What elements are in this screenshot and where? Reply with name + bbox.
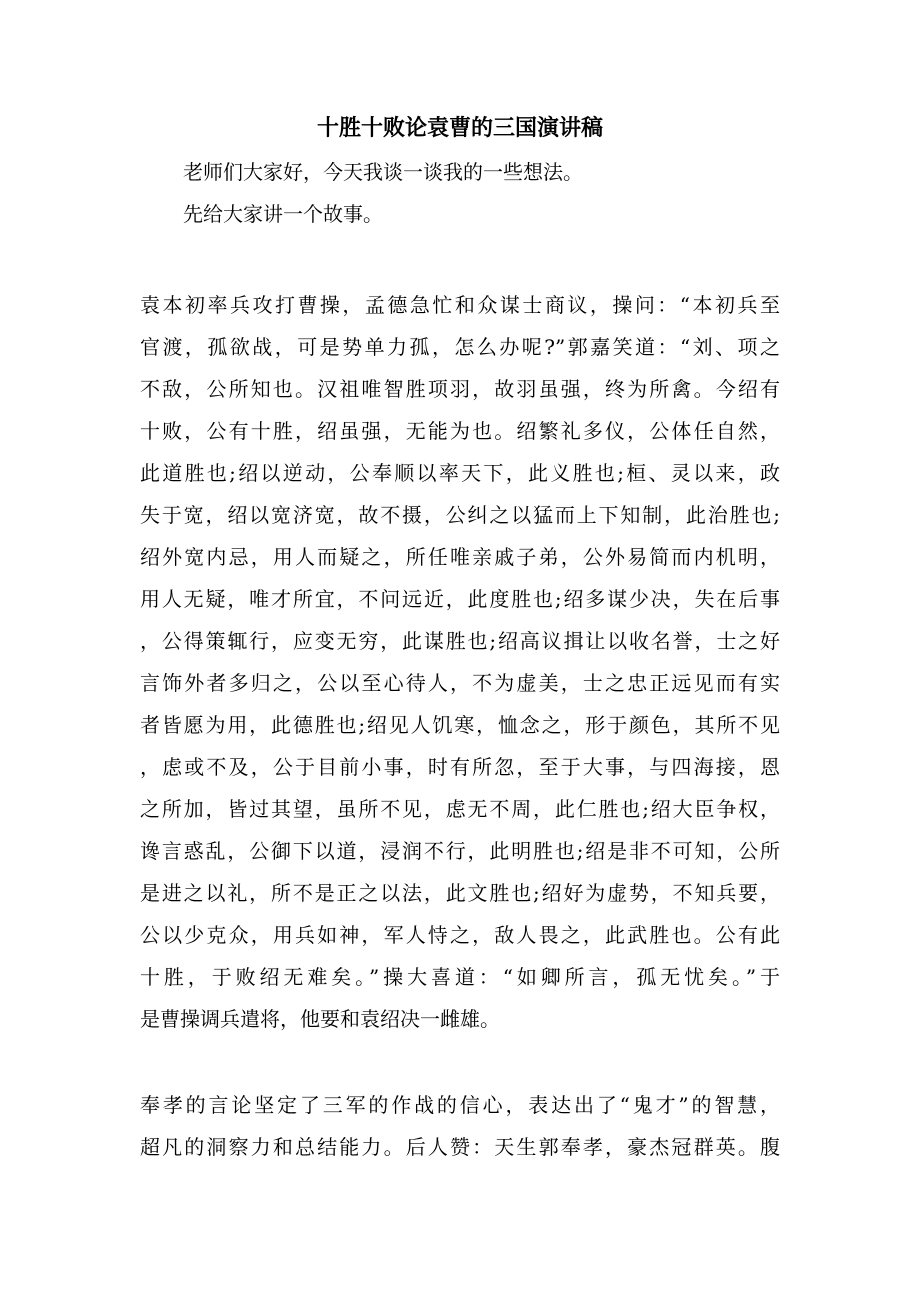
story-paragraph: [140, 284, 780, 1040]
story-line: 十败，公有十胜，绍虽强，无能为也。绍繁礼多仪，公体任自然，: [140, 419, 780, 443]
story-line: 用人无疑，唯才所宜，不问远近，此度胜也;绍多谋少决，失在后事: [140, 587, 780, 611]
story-line: 官渡，孤欲战，可是势单力孤，怎么办呢?”郭嘉笑道：“刘、项之: [140, 335, 780, 359]
story-line: ，公得策辄行，应变无穷，此谋胜也;绍高议揖让以收名誉，士之好: [140, 629, 780, 653]
document-title: 十胜十败论袁曹的三国演讲稿: [316, 115, 603, 141]
commentary-paragraph: [140, 1084, 780, 1168]
commentary-line: 超凡的洞察力和总结能力。后人赞：天生郭奉孝，豪杰冠群英。腹: [140, 1135, 780, 1159]
story-line: 者皆愿为用，此德胜也;绍见人饥寒，恤念之，形于颜色，其所不见: [140, 713, 780, 737]
commentary-line: 奉孝的言论坚定了三军的作战的信心，表达出了“鬼才”的智慧，: [140, 1093, 780, 1117]
story-line: 谗言惑乱，公御下以道，浸润不行，此明胜也;绍是非不可知，公所: [140, 839, 780, 863]
story-line: 之所加，皆过其望，虽所不见，虑无不周，此仁胜也;绍大臣争权，: [140, 797, 780, 821]
story-line: 十胜，于败绍无难矣。”操大喜道：“如卿所言，孤无忧矣。”于: [140, 965, 780, 989]
story-line: 绍外宽内忌，用人而疑之，所任唯亲戚子弟，公外易简而内机明，: [140, 545, 780, 569]
story-line: 不敌，公所知也。汉祖唯智胜项羽，故羽虽强，终为所禽。今绍有: [140, 377, 780, 401]
story-line: 此道胜也;绍以逆动，公奉顺以率天下，此义胜也;桓、灵以来，政: [140, 461, 780, 485]
story-line: 是进之以礼，所不是正之以法，此文胜也;绍好为虚势，不知兵要，: [140, 881, 780, 905]
story-line: 公以少克众，用兵如神，军人恃之，敌人畏之，此武胜也。公有此: [140, 923, 780, 947]
story-line: 言饰外者多归之，公以至心待人，不为虚美，士之忠正远见而有实: [140, 671, 780, 695]
story-line: ，虑或不及，公于目前小事，时有所忽，至于大事，与四海接，恩: [140, 755, 780, 779]
story-line: 失于宽，绍以宽济宽，故不摄，公纠之以猛而上下知制，此治胜也;: [140, 503, 780, 527]
intro-story-lead: 先给大家讲一个故事。: [183, 202, 383, 226]
intro-greeting: 老师们大家好，今天我谈一谈我的一些想法。: [183, 160, 583, 184]
story-line: 袁本初率兵攻打曹操，孟德急忙和众谋士商议，操问：“本初兵至: [140, 293, 780, 317]
story-line: 是曹操调兵遣将，他要和袁绍决一雌雄。: [140, 1007, 500, 1031]
